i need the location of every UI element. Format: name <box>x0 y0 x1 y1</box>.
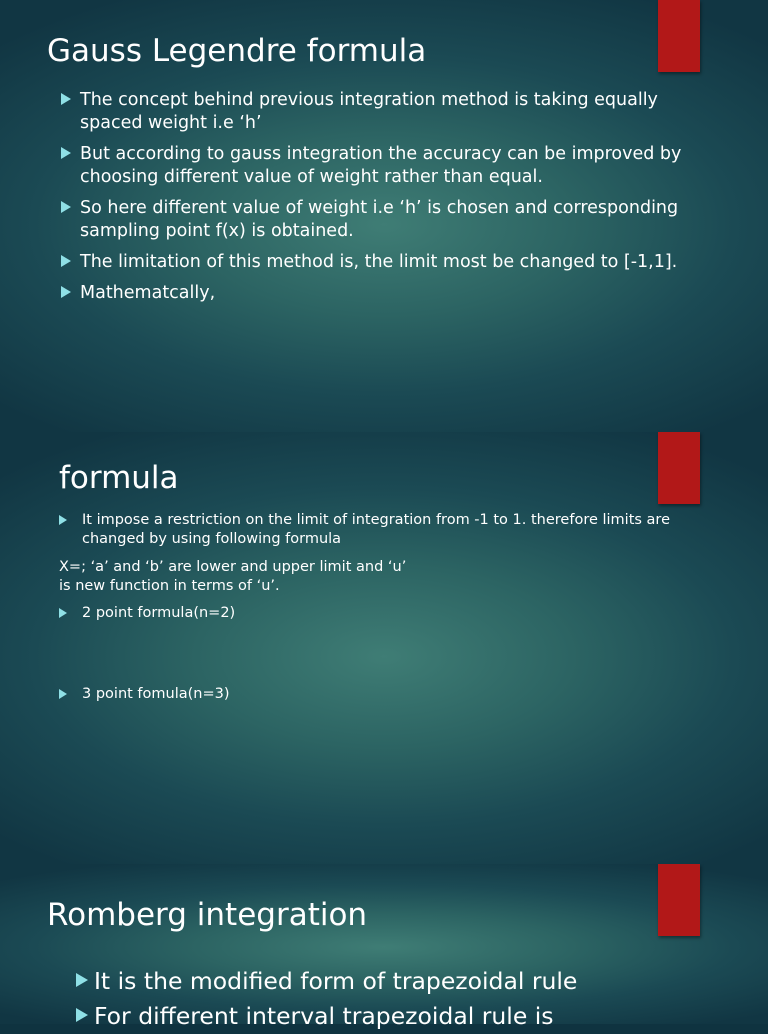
slide-title: Gauss Legendre formula <box>47 33 427 69</box>
bullet-list <box>61 89 701 313</box>
list-item: Mathematcally, <box>61 282 701 305</box>
slide-accent-bar <box>658 864 700 936</box>
bullet-arrow-icon <box>59 515 67 525</box>
slide-accent-bar <box>658 0 700 72</box>
bullet-arrow-icon <box>61 201 71 213</box>
bullet-arrow-icon <box>61 93 71 105</box>
bullet-arrow-icon <box>76 1008 88 1022</box>
slide-title: Romberg integration <box>47 897 368 933</box>
list-item: The limitation of this method is, the limit most be changed to [-1,1]. <box>61 251 701 274</box>
slide-accent-bar <box>658 432 700 504</box>
bullet-list <box>59 685 230 704</box>
list-item: The concept behind previous integration method is taking equally spaced weight i.e ‘h’ <box>61 89 701 135</box>
list-item: So here different value of weight i.e ‘h’ is chosen and corresponding sampling point f(x) is obtained. <box>61 197 701 243</box>
list-item: It is the modified form of trapezoidal rule <box>76 964 716 999</box>
slide-title: formula <box>59 460 179 496</box>
list-item: 2 point formula(n=2) <box>59 604 235 623</box>
bullet-arrow-icon <box>59 608 67 618</box>
list-item: It impose a restriction on the limit of integration from -1 to 1. therefore limits are changed by using following formula <box>59 511 704 549</box>
slide-gauss-legendre <box>0 0 768 432</box>
formula-paragraph: X=; ‘a’ and ‘b’ are lower and upper limit and ‘u’ is new function in terms of ‘u’. <box>59 559 407 594</box>
bullet-arrow-icon <box>61 286 71 298</box>
list-item: But according to gauss integration the accuracy can be improved by choosing different value of weight rather than equal. <box>61 143 701 189</box>
bullet-list <box>59 511 704 549</box>
bullet-arrow-icon <box>61 255 71 267</box>
bullet-arrow-icon <box>59 689 67 699</box>
list-item: For different interval trapezoidal rule is <box>76 999 716 1034</box>
bullet-arrow-icon <box>61 147 71 159</box>
list-item: 3 point fomula(n=3) <box>59 685 230 704</box>
bullet-arrow-icon <box>76 973 88 987</box>
slide-formula <box>0 432 768 864</box>
bullet-list <box>59 604 235 623</box>
